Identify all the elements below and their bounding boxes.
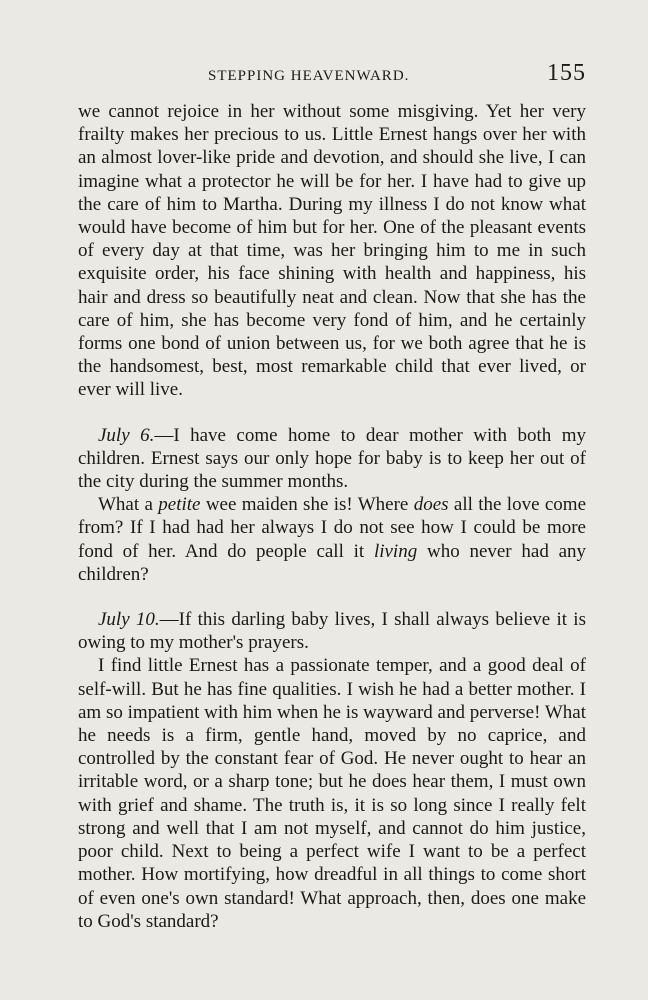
page-number: 155 — [547, 60, 586, 86]
paragraph-continuation — [78, 100, 586, 402]
text-segment: all the love come from? If I had had her always I do not see how I could be more fond of her. And do people call it — [78, 494, 587, 562]
paragraph-text: we cannot rejoice in her without some misgiving. Yet her very frailty makes her precious to us. Little Ernest hangs over her with an almost lover-like pride and devotion, and should she live, I can imagine what a protector he will be for her. I have had to give up the care of him to Martha. During my illness I do not know what would have become of him but for her. One of the pleasant events of every day at that time, was her bringing him to me in such exquisite order, his face shining with health and happiness, his hair and dress so beautifully neat and clean. Now that she has the care of him, she has become very fond of him, and he certainly forms one bond of union between us, for we both agree that he is the handsomest, best, most remarkable child that ever lived, or ever will live. — [78, 101, 586, 401]
paragraph-text: I find little Ernest has a passionate temper, and a good deal of self-will. But he has fine qualities. I wish he had a better mother. I am so impatient with him when he is wayward and perverse! What he needs is a firm, gentle hand, moved by no caprice, and controlled by the constant fear of God. He never ought to hear an irritable word, or a sharp tone; but he does hear them, I must own with grief and shame. The truth is, it is so long since I really felt strong and well that I am not myself, and cannot do him justice, poor child. Next to being a perfect wife I want to be a perfect mother. How mortifying, how dreadful in all things to come short of even one's own standard! What approach, then, does one make to God's standard? — [78, 655, 586, 932]
text-segment: who never had any children? — [78, 540, 587, 585]
running-title: STEPPING HEAVENWARD. — [208, 68, 410, 84]
entry-date: July 6. — [98, 424, 155, 446]
italic-word: petite — [158, 494, 201, 516]
diary-entry-july-6 — [78, 424, 586, 494]
paragraph-temper — [78, 654, 586, 932]
italic-word: does — [413, 494, 449, 516]
body-text — [78, 100, 586, 933]
paragraph-petite — [78, 493, 586, 586]
entry-date: July 10. — [98, 609, 160, 631]
italic-word: living — [373, 540, 418, 562]
page-header — [78, 60, 586, 100]
entry-text: —I have come home to dear mother with both my children. Ernest says our only hope for baby is to keep her out of the city during the summer months. — [78, 424, 586, 493]
text-segment: wee maiden she is! Where — [200, 494, 414, 516]
diary-entry-july-10 — [78, 608, 586, 654]
text-segment: What a — [98, 494, 159, 516]
entry-text: —If this darling baby lives, I shall always believe it is owing to my mother's prayers. — [78, 609, 586, 654]
